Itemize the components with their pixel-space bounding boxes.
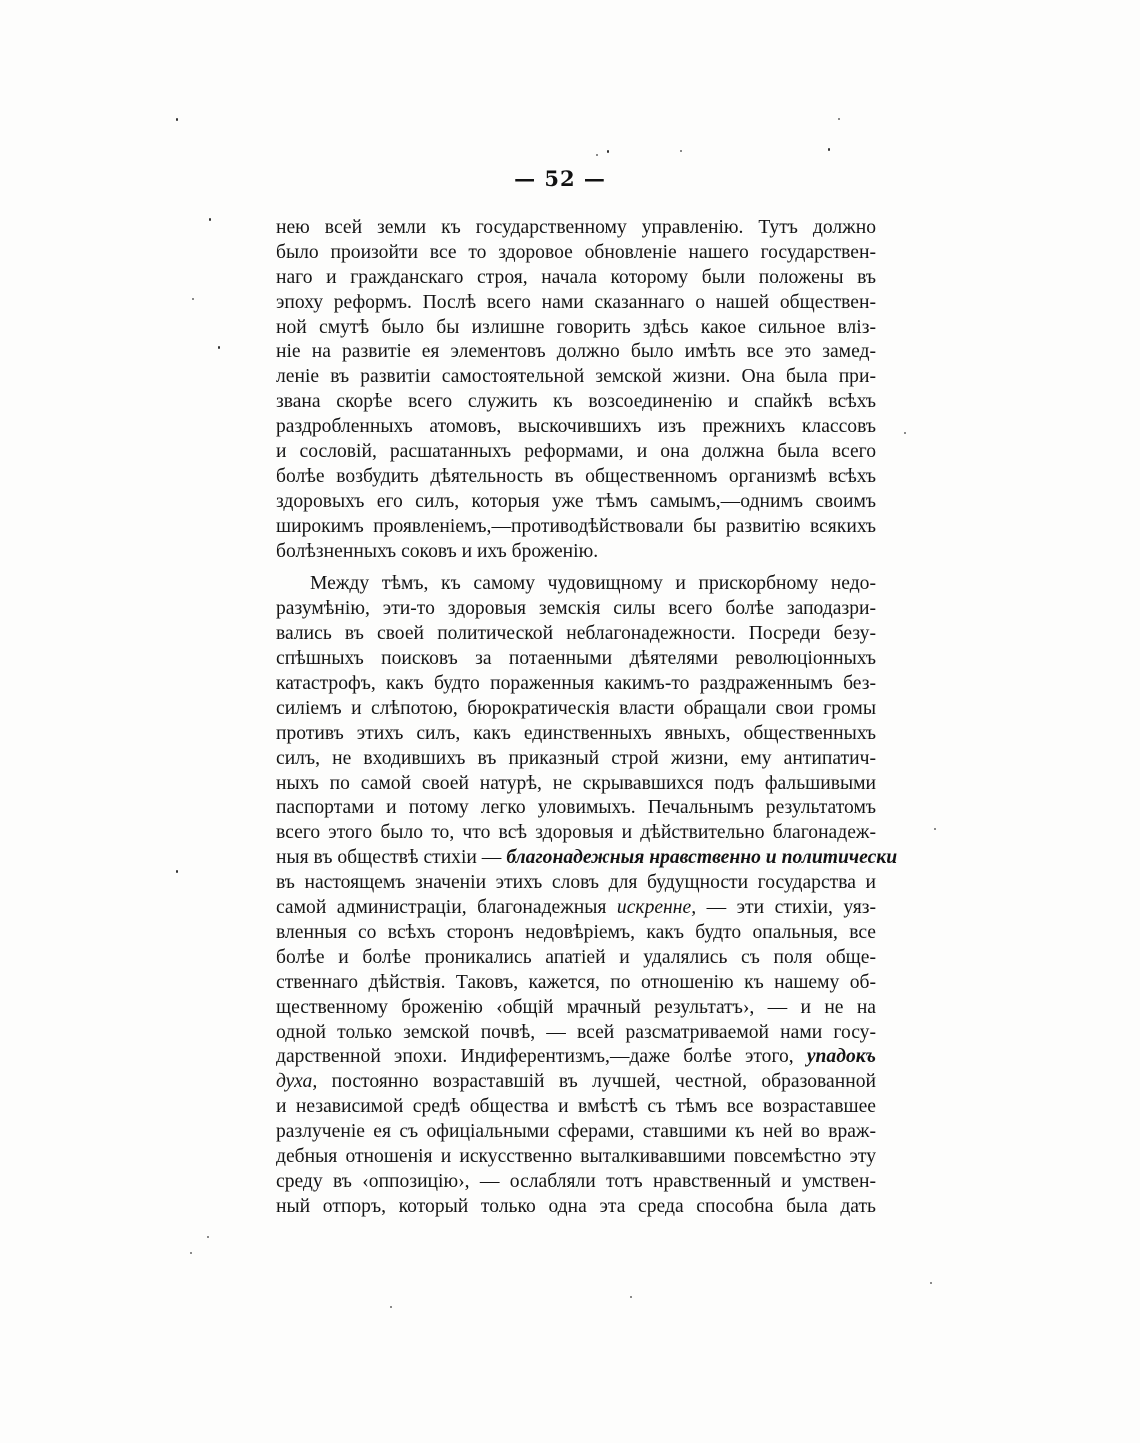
- text-line: звана скорѣе всего служить къ возсоединенію и спайкѣ всѣхъ: [276, 391, 876, 413]
- text-line: Между тѣмъ, къ самому чудовищному и прискорбному недо-: [310, 573, 876, 595]
- scan-speck: [630, 1296, 632, 1298]
- text-line: ной смутѣ было бы излишне говорить здѣсь какое сильное вліз-: [276, 316, 876, 338]
- text-line: всего этого было то, что всѣ здоровыя и дѣйствительно благонадеж-: [276, 822, 876, 844]
- text-run: дарственной эпохи. Индиферентизмъ,—даже болѣе этого,: [276, 1046, 807, 1068]
- text-line: наго и гражданскаго строя, начала которому были положены въ: [276, 266, 876, 288]
- text-line: эпоху реформъ. Послѣ всего нами сказаннаго о нашей обществен-: [276, 291, 876, 313]
- text-line: [276, 1045, 876, 1070]
- text-line: дебныя отношенія и искусственно выталкивавшими повсемѣстно эту: [276, 1145, 876, 1167]
- scan-speck: [828, 148, 830, 151]
- text-line: ніе на развитіе ея элементовъ должно было имѣть все это замед-: [276, 341, 876, 363]
- body-text: [276, 216, 898, 1220]
- text-line: здоровыхъ его силъ, которыя уже тѣмъ самымъ,—однимъ своимъ: [276, 490, 876, 512]
- text-line: катастрофъ, какъ будто пораженныя какимъ-то раздраженнымъ без-: [276, 673, 876, 695]
- paragraph-2: [276, 572, 898, 1219]
- text-line: щественному броженію ‹общій мрачный результатъ›, — и не на: [276, 996, 876, 1018]
- text-line: разлученіе ея съ офиціальными сферами, ставшими къ ней во враж-: [276, 1121, 876, 1143]
- text-line: болѣе возбудить дѣятельность въ общественномъ организмѣ всѣхъ: [276, 465, 876, 487]
- text-run: — эти стихіи, уяз-: [696, 897, 876, 919]
- text-line: одной только земской почвѣ, — всей разсматриваемой нами госу-: [276, 1021, 876, 1043]
- text-line: разумѣнію, эти-то здоровыя земскія силы всего болѣе заподазри-: [276, 598, 876, 620]
- italic-word: упадокъ: [806, 1046, 876, 1068]
- italic-phrase: благонадежныя нравственно и политически: [506, 847, 898, 869]
- text-line: раздробленныхъ атомовъ, выскочившихъ изъ прежнихъ классовъ: [276, 416, 876, 438]
- text-line: [276, 1070, 876, 1095]
- text-run: самой администраціи, благонадежныя: [276, 897, 617, 919]
- scan-speck: [207, 1236, 209, 1238]
- text-line: вались въ своей политической неблагонадежности. Посреди безу-: [276, 623, 876, 645]
- text-line: силіемъ и слѣпотою, бюрократическія власти обращали свои громы: [276, 697, 876, 719]
- text-run: ныя въ обществѣ стихіи —: [276, 847, 507, 869]
- text-line: болѣе и болѣе проникались апатіей и удалялись съ поля обще-: [276, 946, 876, 968]
- text-line: нею всей земли къ государственному управленію. Тутъ должно: [276, 217, 876, 238]
- scan-speck: [930, 1282, 932, 1284]
- text-line: было произойти все то здоровое обновленіе нашего государствен-: [276, 241, 876, 263]
- scan-speck: [904, 432, 906, 434]
- text-line: въ настоящемъ значеніи этихъ словъ для будущности государства и: [276, 872, 876, 894]
- text-line: среду въ ‹оппозицію›, — ослабляли тотъ нравственный и умствен-: [276, 1170, 876, 1192]
- text-line: силъ, не входившихъ въ приказный строй жизни, ему антипатич-: [276, 747, 876, 769]
- text-line: вленныя со всѣхъ сторонъ недовѣріемъ, какъ будто опальныя, все: [276, 921, 876, 943]
- italic-word: духа,: [276, 1071, 318, 1093]
- text-line: ный отпоръ, который только одна эта среда способна была дать: [276, 1195, 876, 1217]
- paragraph-gap: [276, 564, 876, 572]
- scan-speck: [192, 298, 194, 300]
- text-line: спѣшныхъ поисковъ за потаенными дѣятелями революціонныхъ: [276, 648, 876, 670]
- text-line: и сословій, расшатанныхъ реформами, и она должна была всего: [276, 441, 876, 463]
- scan-speck: [838, 118, 840, 120]
- italic-word: искренне,: [616, 897, 697, 919]
- scan-speck: [209, 218, 211, 221]
- scan-speck: [596, 154, 598, 156]
- text-line: [276, 896, 876, 921]
- scan-speck: [680, 150, 682, 152]
- paragraph-1: [276, 216, 876, 564]
- scan-speck: [607, 150, 609, 153]
- text-line: паспортами и потому легко уловимыхъ. Печальнымъ результатомъ: [276, 797, 876, 819]
- scan-speck: [190, 1252, 192, 1254]
- scan-speck: [390, 1306, 392, 1308]
- text-line: противъ этихъ силъ, какъ единственныхъ явныхъ, общественныхъ: [276, 722, 876, 744]
- text-line: ныхъ по самой своей натурѣ, не скрывавшихся подъ фальшивыми: [276, 772, 876, 794]
- text-line: [276, 846, 898, 871]
- page-number: — 52 —: [514, 166, 606, 191]
- text-line: болѣзненныхъ соковъ и ихъ броженію.: [276, 540, 599, 562]
- text-line: леніе въ развитіи самостоятельной земской жизни. Она была при-: [276, 366, 876, 388]
- scan-speck: [176, 870, 178, 873]
- scan-speck: [218, 346, 220, 349]
- text-line: широкимъ проявленіемъ,—противодѣйствовали бы развитію всякихъ: [276, 515, 876, 537]
- scan-speck: [934, 828, 936, 830]
- scan-speck: [176, 118, 178, 121]
- text-line: ственнаго дѣйствія. Таковъ, кажется, по отношенію къ нашему об-: [276, 971, 876, 993]
- text-line: и независимой средѣ общества и вмѣстѣ съ тѣмъ все возраставшее: [276, 1096, 876, 1118]
- text-run: постоянно возраставшій въ лучшей, честной, образованной: [317, 1071, 876, 1093]
